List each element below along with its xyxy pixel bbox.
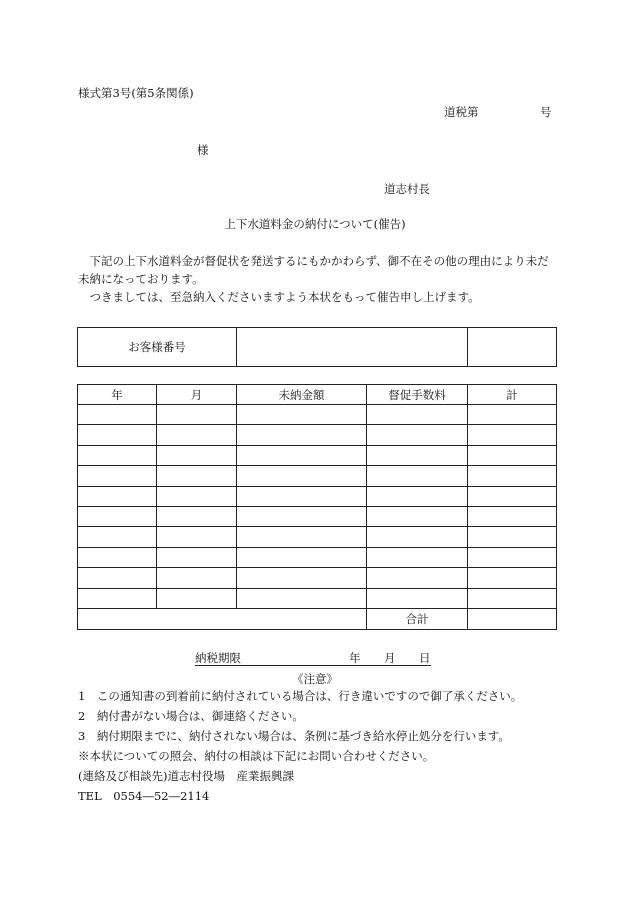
body-paragraph-2: つきましては、至急納入くださいますよう本状をもって催告申し上げます。: [89, 290, 480, 304]
charges-header-row: [78, 385, 557, 405]
header-month: 月: [157, 385, 237, 405]
table-cell: [78, 486, 157, 506]
table-cell: [157, 568, 237, 588]
note-item: 1 この通知書の到着前に納付されている場合は、行き違いですので御了承ください。: [78, 689, 523, 703]
contact-line: (連絡及び相談先)道志村役場 産業振興課: [78, 769, 294, 783]
note-item: 2 納付書がない場合は、御連絡ください。: [78, 709, 304, 723]
table-cell: [78, 405, 157, 425]
customer-number-value: [237, 328, 468, 367]
table-row: [78, 486, 557, 506]
table-cell: [78, 568, 157, 588]
deadline-line: [195, 650, 431, 666]
total-label: 合計: [367, 608, 468, 629]
table-cell: [367, 547, 468, 567]
table-cell: [367, 527, 468, 547]
note-item: ※本状についての照会、納付の相談は下記にお問い合わせください。: [78, 749, 435, 763]
contact-tel: TEL 0554―52―2114: [78, 789, 210, 803]
header-reminder-fee: 督促手数料: [367, 385, 468, 405]
table-cell: [468, 405, 557, 425]
doc-number-prefix: 道税第: [444, 105, 479, 119]
sender: 道志村長: [384, 182, 430, 196]
table-row: [78, 425, 557, 445]
table-row: [78, 588, 557, 608]
deadline-month: 月: [384, 651, 396, 665]
header-year: 年: [78, 385, 157, 405]
table-cell: [157, 588, 237, 608]
table-cell: [367, 425, 468, 445]
table-cell: [468, 466, 557, 486]
table-cell: [237, 486, 367, 506]
table-cell: [157, 506, 237, 526]
table-cell: [157, 425, 237, 445]
notes-heading: 《注意》: [292, 672, 338, 686]
table-cell: [367, 405, 468, 425]
table-cell: [78, 425, 157, 445]
table-cell: [78, 588, 157, 608]
table-cell: [78, 527, 157, 547]
charges-total-row: [78, 608, 557, 629]
table-row: [78, 466, 557, 486]
table-cell: [237, 588, 367, 608]
customer-number-label: お客様番号: [78, 328, 237, 367]
table-cell: [367, 466, 468, 486]
deadline-day: 日: [419, 651, 431, 665]
table-cell: [78, 547, 157, 567]
table-cell: [157, 466, 237, 486]
table-cell: [78, 466, 157, 486]
table-cell: [157, 445, 237, 465]
table-cell: [157, 405, 237, 425]
table-cell: [468, 588, 557, 608]
customer-number-extra: [468, 328, 557, 367]
table-row: [78, 445, 557, 465]
customer-number-table: [77, 327, 557, 367]
table-cell: [367, 568, 468, 588]
doc-number-suffix: 号: [540, 105, 552, 119]
table-cell: [237, 445, 367, 465]
table-cell: [468, 568, 557, 588]
table-cell: [468, 445, 557, 465]
doc-number: [444, 104, 552, 120]
table-row: [78, 547, 557, 567]
header-total: 計: [468, 385, 557, 405]
deadline-label: 納税期限: [195, 651, 241, 665]
table-cell: [468, 486, 557, 506]
header-unpaid-amount: 未納金額: [237, 385, 367, 405]
table-cell: [237, 466, 367, 486]
table-cell: [468, 425, 557, 445]
document-title: 上下水道料金の納付について(催告): [224, 217, 406, 231]
table-row: [78, 568, 557, 588]
table-cell: [367, 506, 468, 526]
table-row: [78, 506, 557, 526]
form-label: 様式第3号(第5条関係): [78, 86, 194, 100]
table-cell: [367, 486, 468, 506]
table-cell: [237, 527, 367, 547]
table-cell: [157, 547, 237, 567]
table-cell: [157, 527, 237, 547]
table-cell: [237, 425, 367, 445]
table-row: [78, 527, 557, 547]
body-paragraph-1: 下記の上下水道料金が督促状を発送するにもかかわらず、御不在その他の理由により未だ未納になっております。: [78, 254, 549, 286]
table-cell: [237, 547, 367, 567]
table-cell: [367, 588, 468, 608]
table-cell: [78, 445, 157, 465]
notes-list: [78, 686, 598, 806]
table-row: [78, 405, 557, 425]
addressee-suffix: 様: [197, 143, 209, 157]
table-cell: [237, 506, 367, 526]
note-item: 3 納付期限までに、納付されない場合は、条例に基づき給水停止処分を行います。: [78, 729, 510, 743]
table-cell: [468, 506, 557, 526]
table-cell: [237, 568, 367, 588]
table-cell: [237, 405, 367, 425]
table-cell: [468, 527, 557, 547]
total-row-blank: [78, 608, 367, 629]
table-cell: [367, 445, 468, 465]
table-cell: [468, 547, 557, 567]
charges-table: [77, 384, 557, 630]
deadline-year: 年: [349, 651, 361, 665]
table-cell: [78, 506, 157, 526]
body-text: [78, 252, 556, 306]
total-value: [468, 608, 557, 629]
table-cell: [157, 486, 237, 506]
